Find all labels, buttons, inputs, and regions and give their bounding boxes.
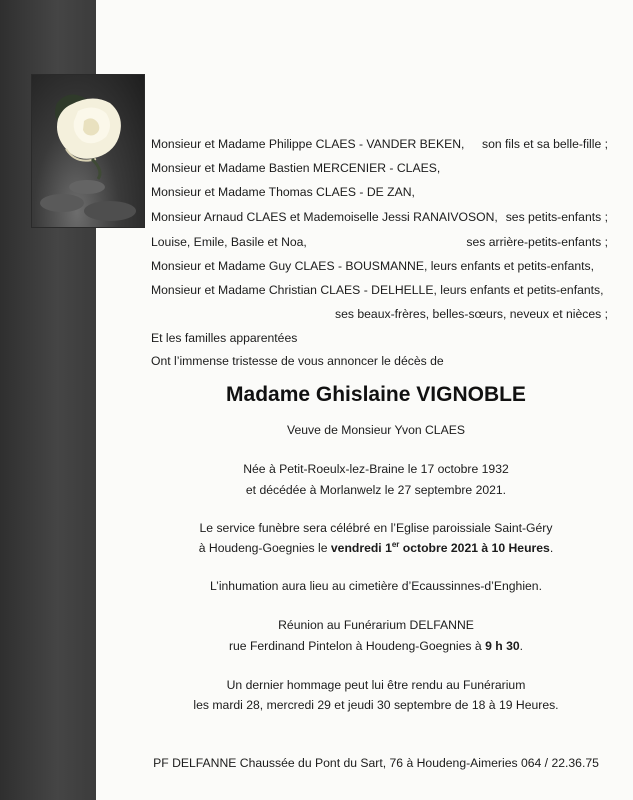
funeral-home-footer: PF DELFANNE Chaussée du Pont du Sart, 76 à Houdeng-Aimeries 064 / 22.36.75 xyxy=(153,756,599,770)
family-line-5: Louise, Emile, Basile et Noa, xyxy=(151,235,307,249)
flower-photo xyxy=(31,74,145,228)
gardenia-flower-icon xyxy=(32,75,144,227)
family-line-1: Monsieur et Madame Philippe CLAES - VANDER BEKEN, xyxy=(151,137,465,151)
family-relation-8: ses beaux-frères, belles-sœurs, neveux et nièces ; xyxy=(335,307,608,321)
widow-of: Veuve de Monsieur Yvon CLAES xyxy=(287,423,465,437)
reunion-line-1: Réunion au Funérarium DELFANNE xyxy=(278,618,474,632)
service-day-sup: er xyxy=(391,539,400,549)
family-line-4: Monsieur Arnaud CLAES et Mademoiselle Jessi RANAIVOSON, xyxy=(151,210,498,224)
homage-line-2: les mardi 28, mercredi 29 et jeudi 30 septembre de 18 à 19 Heures. xyxy=(193,698,559,712)
service-end: . xyxy=(549,541,554,555)
birth-line: Née à Petit-Roeulx-lez-Braine le 17 octobre 1932 xyxy=(243,462,509,476)
deceased-title: Madame Ghislaine xyxy=(226,383,417,406)
homage-line-1: Un dernier hommage peut lui être rendu au Funérarium xyxy=(226,678,526,692)
family-line-9: Et les familles apparentées xyxy=(151,331,298,345)
service-line-1: Le service funèbre sera célébré en l’Eglise paroissiale Saint-Géry xyxy=(199,521,553,535)
service-time: octobre 2021 à 10 Heures xyxy=(399,541,550,555)
family-line-3: Monsieur et Madame Thomas CLAES - DE ZAN, xyxy=(151,185,415,199)
announcement-line: Ont l’immense tristesse de vous annoncer le décès de xyxy=(151,354,444,368)
reunion-prefix: rue Ferdinand Pintelon à Houdeng-Goegnies à xyxy=(228,639,486,653)
reunion-line-2 xyxy=(140,639,612,654)
reunion-time: 9 h 30 xyxy=(485,639,520,653)
death-line: et décédée à Morlanwelz le 27 septembre 2021. xyxy=(245,483,507,497)
service-prefix: à Houdeng-Goegnies le xyxy=(198,541,331,555)
family-relation-5: ses arrière-petits-enfants ; xyxy=(466,235,608,249)
family-line-2: Monsieur et Madame Bastien MERCENIER - CLAES, xyxy=(151,161,441,175)
burial-line: L’inhumation aura lieu au cimetière d’Ecaussinnes-d’Enghien. xyxy=(210,579,542,593)
reunion-end: . xyxy=(519,639,524,653)
family-relation-1: son fils et sa belle-fille ; xyxy=(482,137,608,151)
family-line-7: Monsieur et Madame Christian CLAES - DELHELLE, leurs enfants et petits-enfants, xyxy=(151,283,604,297)
family-relation-4: ses petits-enfants ; xyxy=(505,210,608,224)
service-day: vendredi 1 xyxy=(330,541,392,555)
service-line-2 xyxy=(140,541,612,556)
deceased-surname: VIGNOBLE xyxy=(416,383,526,406)
family-line-6: Monsieur et Madame Guy CLAES - BOUSMANNE, leurs enfants et petits-enfants, xyxy=(151,259,594,273)
deceased-name xyxy=(140,382,612,408)
